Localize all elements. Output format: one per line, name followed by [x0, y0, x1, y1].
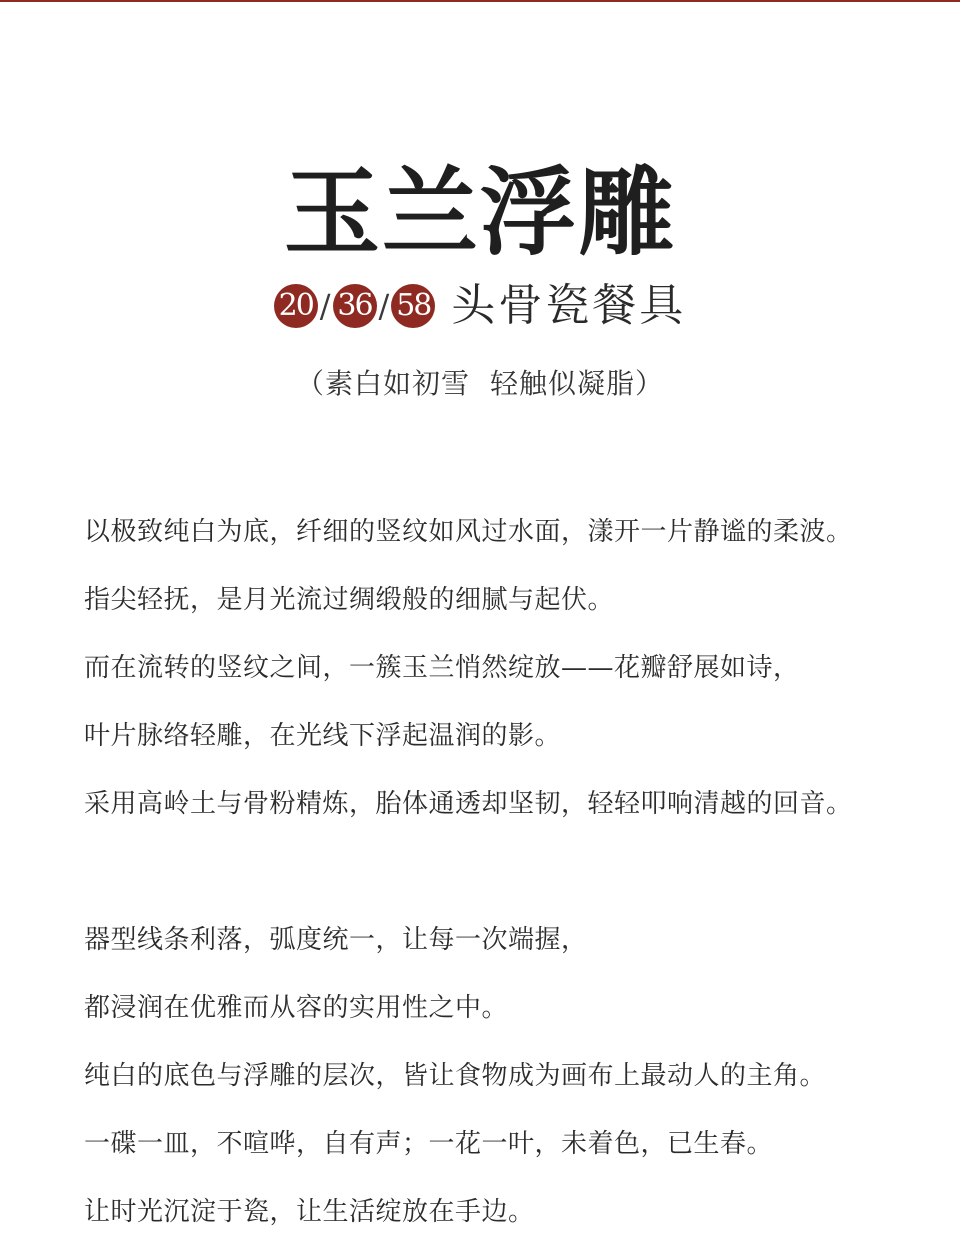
tagline-close-paren: ） [635, 367, 665, 400]
body-line: 纯白的底色与浮雕的层次，皆让食物成为画布上最动人的主角。 [84, 1061, 827, 1091]
body-line: 器型线条利落，弧度统一，让每一次端握， [84, 925, 588, 955]
body-line: 指尖轻抚，是月光流过绸缎般的细腻与起伏。 [84, 585, 615, 615]
page-title: 玉兰浮雕 [284, 156, 676, 269]
tagline-open-paren: （ [295, 367, 325, 400]
body-line: 采用高岭土与骨粉精炼，胎体通透却坚韧，轻轻叩响清越的回音。 [84, 789, 853, 819]
tagline-phrase-1: 素白如初雪 [324, 367, 470, 400]
tagline [0, 362, 960, 406]
size-separator: / [378, 287, 390, 325]
product-type: 头骨瓷餐具 [451, 280, 687, 331]
size-badge-36: 36 [333, 284, 377, 328]
body-line: 一碟一皿，不喧哗，自有声；一花一叶，未着色，已生春。 [84, 1129, 774, 1159]
body-line: 叶片脉络轻雕，在光线下浮起温润的影。 [84, 721, 562, 751]
size-separator: / [319, 287, 331, 325]
body-line: 而在流转的竖纹之间，一簇玉兰悄然绽放——花瓣舒展如诗， [84, 653, 800, 683]
top-divider [0, 0, 960, 2]
size-line [0, 278, 960, 334]
tagline-phrase-2: 轻触似凝脂 [490, 367, 636, 400]
size-badge-58: 58 [391, 284, 435, 328]
body-line: 让时光沉淀于瓷，让生活绽放在手边。 [84, 1197, 535, 1227]
body-line: 都浸润在优雅而从容的实用性之中。 [84, 993, 509, 1023]
body-line: 以极致纯白为底，纤细的竖纹如风过水面，漾开一片静谧的柔波。 [84, 517, 853, 547]
size-badge-20: 20 [274, 284, 318, 328]
